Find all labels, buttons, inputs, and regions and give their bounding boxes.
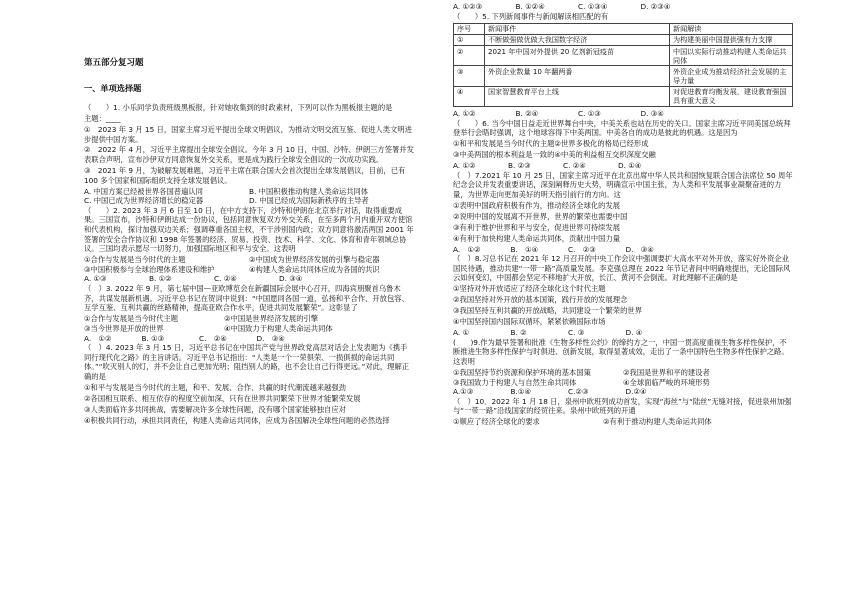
question-7 [453,171,793,254]
statement-2: ②我国坚持对外开放的基本国策，践行开放的发展理念 [453,295,628,305]
section-title: 一、单项选择题 [84,83,142,94]
statement-4: ④全球面临严峻的环境形势 [623,377,710,387]
choice-b: B. ②③ [508,161,531,171]
statement-row [84,314,364,324]
choice-a: A. ①② [453,161,476,171]
table-row [454,66,793,86]
statement-row [84,324,364,334]
question-stem: （ ）10．2022 年 1 月 18 日，泉州中欧班列成功首发，实现“海丝”与“陆丝”无缝对接，促进泉州加强与“一带一路”沿线国家的经贸往来。泉州中欧班列的开通 [453,396,792,416]
question-9 [453,338,793,397]
statement-3: ③中国积极参与全球治理体系建设和维护 [84,264,215,274]
option-b: B. 中国积极推动构建人类命运共同体 [249,186,369,196]
row-event: 不断做强做优做大我国数字经济 [485,34,670,45]
statement-3: ③我国坚持互利共赢的开放战略，共同建设一个繁荣的世界 [453,306,642,316]
left-column [84,58,414,427]
choice-a: A. ①② [84,333,112,343]
choice-b: B.①④ [510,387,531,397]
choice-row [453,109,703,119]
part-title: 第五部分复习题 [84,58,144,68]
question-2 [84,206,414,284]
option-a: A. 中国方案已经被世界各国普遍认同 [84,186,203,196]
row-event: 国家智慧教育平台上线 [485,86,670,106]
question-1 [84,103,414,206]
choice-d: D. ②③④ [640,2,671,11]
material-2: ② 2022 年 4 月，习近平主席提出全球安全倡议。今年 3 月 10 日，中国、沙特、伊朗三方签署并发表联合声明，宣布沙伊双方同意恢复外交关系，更是成为践行全球安全倡议的一次成功实践。 [84,145,414,165]
choice-b: B. ①③ [141,333,165,343]
statement-4: ④有利于加快构建人类命运共同体，贡献出中国力量 [453,233,621,243]
statement-1: ①坚持对外开放适应了经济全球化这个时代主题 [453,284,606,294]
choice-row [84,334,314,344]
table-row [454,34,793,45]
choice-d: D. ④ [625,328,643,338]
statement-row [84,265,414,275]
statement-2: ②中国是世界经济发展的引擎 [224,314,319,324]
question-4 [84,343,414,425]
question-6 [453,119,793,171]
question-stem: （ ）5. 下列新闻事件与新闻解读相匹配的有 [453,11,609,21]
statement-1: ①和平与发展是当今时代的主题，和平、发展、合作、共赢的时代潮流越来越强劲 [84,382,346,392]
choice-row [453,328,683,338]
choice-c: C. ②③ [568,244,596,254]
choice-d: D. ③④ [279,274,303,284]
statement-1: ①表明中国政府积极有作为，推动经济全球化的发展 [453,200,621,210]
row-no: ④ [454,86,485,106]
row-reading: 为构建美丽中国提供强有力支撑 [670,34,793,45]
statement-3: ③人类面临许多共同挑战，需要解决许多全球性问题，没有哪个国家能够独自应对 [84,404,346,414]
statement-3: ③有利于维护世界和平与安全，促进世界可持续发展 [453,222,621,232]
statement-3-4: ③中美两国的根本利益是一致的④中美的利益相互交织深度交融 [453,150,656,160]
statement-3: ③当今世界是开放的世界 [84,323,164,333]
question-10 [453,397,793,427]
row-event: 2021 年中国对外提供 20 亿剂新冠疫苗 [485,46,670,66]
row-reading: 中国以实际行动推动构建人类命运共同体 [670,46,793,66]
statement-2: ②说明中国的发展离不开世界，世界的繁荣也需要中国 [453,211,628,221]
option-d: D. 中国已经成为国际新秩序的主导者 [249,196,369,206]
question-8 [453,254,793,337]
row-no: ③ [454,66,485,86]
statement-2: ②有利于推动构建人类命运共同体 [603,417,712,427]
choice-row [453,387,683,397]
statement-1: ①顺应了经济全球化的要求 [453,417,540,427]
question-text: 9.作为最早签署和批准《生物多样性公约》的缔约方之一，中国一贯高度重视生物多样性保护，不断推进生物多样性保护与时俱进、创新发展，取得显著成效，走出了一条中国特色生物多样性保护之路。这表明 [453,337,789,366]
header-event: 新闻事件 [485,23,670,34]
statement-4: ④中国致力于构建人类命运共同体 [224,323,333,333]
question-3 [84,284,414,343]
material-1: ① 2023 年 3 月 15 日，国家主席习近平提出全球文明倡议，为推动文明交流互鉴、促进人类文明进步提供中国方案。 [84,124,412,144]
choice-d: D. ③④ [640,109,664,119]
row-no: ② [454,46,485,66]
statement-2: ②各国相互联系、相互依存的程度空前加深，只有在世界共同繁荣下世界才能繁荣发展 [84,393,361,403]
table-header-row [454,23,793,34]
table-row [454,86,793,106]
choice-b: B. ②④ [515,109,539,119]
choice-row [453,245,683,255]
question-stem: （ ）4. 2023 年 3 月 15 日，习近平总书记在中国共产党与世界政党高层对话会上发表题为《携手同行现代化之路》的主旨讲话。习近平总书记指出：“人类是一个一荣俱荣、一损俱损的命运共同体。”“吹灭别人的灯，并不会让自己更加光明；阻挡别人的路，也不会让自己行得更远。”对此，理解正确的是 [84,343,410,381]
statement-1: ①合作与发展是当今时代主题 [84,314,179,324]
statement-row [453,378,793,388]
statement-2: ②我国是世界和平的建设者 [623,367,710,377]
question-stem [453,338,793,367]
choice-d: D. ③④ [625,244,654,254]
header-no: 序号 [454,23,485,34]
statement-3: ③我国致力于构建人与自然生命共同体 [453,377,577,387]
q4-choice-row [453,2,703,12]
answer-bracket: ( ) [453,337,474,347]
row-no: ① [454,34,485,45]
choice-c: C. ①③ [578,109,601,119]
statement-2: ②中国成为世界经济发展的引擎与稳定器 [249,255,380,265]
statement-1: ①我国坚持节约资源和保护环境的基本国策 [453,367,591,377]
statement-4: ④积极共同行动，承担共同责任，构建人类命运共同体，应成为各国解决全球性问题的必然选择 [84,415,390,425]
choice-row [453,161,673,171]
choice-a: A. ①② [453,244,481,254]
choice-a: A. ①②③ [453,2,483,11]
option-row [84,196,414,206]
question-stem: （ ）3. 2022 年 9 月，第七届中国—亚欧博览会在新疆国际会展中心召开，四海宾朋聚首乌鲁木齐，共谋发展新机遇。习近平总书记在贺词中说到：“中国愿同各国一道，弘扬和平合作、开放包容、互学互鉴、互利共赢的丝路精神，提高亚欧合作水平，促进共同发展繁荣”。这彰显了 [84,284,409,313]
choice-c: C. ①③④ [578,2,608,11]
question-stem: （ ）8.习总书记在 2021 年 12 月召开的中央工作会议中强调要扩大高水平对外开放，落实好外资企业国民待遇，推动共建“一带一路”高质量发展。李克强总理在 2022 年节记者问中明确地提出，无论国际风云如何变幻，中国都会坚定不移地扩大开放，长江、黄河不会倒流。对此理解不正确的是 [453,254,791,283]
choice-d: D.②④ [625,387,647,397]
choice-a: A. ①③ [84,274,107,284]
choice-c: C. ②④ [214,274,237,284]
row-event: 外资企业数量 10 年翻两番 [485,66,670,86]
choice-a: A.①③ [453,387,474,397]
header-reading: 新闻解读 [670,23,793,34]
option-row [84,187,414,197]
news-table [453,23,793,108]
statement-row [453,417,753,427]
choice-d: D. ①④ [618,161,642,171]
statement-1: ①合作与发展是当今时代的主题 [84,255,186,265]
choice-c: C.②③ [568,387,589,397]
row-reading: 外资企业成为推动经济社会发展的主导力量 [670,66,793,86]
table-row [454,46,793,66]
statement-4: ④构建人类命运共同体应成为各国的共识 [249,264,380,274]
statement-row [84,255,414,265]
option-c: C. 中国已成为世界经济增长的稳定器 [84,196,204,206]
statement-4: ④中国坚持国内国际双循环，紧紧依赖国际市场 [453,317,606,327]
choice-b: B. ①④ [510,244,539,254]
row-reading: 对促进教育均衡发展，建设教育强国具有重大意义 [670,86,793,106]
choice-d: D. ③④ [256,333,285,343]
topic-blank: 主题：____ [84,113,121,123]
question-stem: （ ）7.2021 年 10 月 25 日，国家主席习近平在北京出席中华人民共和国恢复联合国合法席位 50 周年纪念会议并发表重要讲话，深刻阐释历史大势，明确宣示中国主张，为人类和平发展事业凝聚奋进的力量，为世界走向更加美好的明天指引前行的方向。这 [453,170,793,199]
question-stem: （ ）6. 当今中国日益走近世界舞台中央，中美关系也站在历史的关口。国家主席习近平同美国总统拜登举行会晤时强调，这个地球容得下中美两国。中美各自的成功是彼此的机遇。这是因为 [453,118,791,138]
choice-b: B. ①②④ [515,2,545,11]
question-5 [453,12,793,119]
choice-a: A. ① [453,328,470,338]
choice-b: B. ② [510,328,527,338]
right-column [453,2,793,427]
question-stem: （ ）2. 2023 年 3 月 6 日至 10 日，在中方支持下，沙特和伊朗在北京举行对话，取得重要成果。三国宣布，沙特和伊朗达成一份协议，包括同意恢复双方外交关系，在至多两个月内重开双方使馆和代表机构，探讨加强双边关系；强调尊重各国主权，不干涉别国内政；双方同意将激活两国 2001 年签署的安全合作协议和 1998 年签署的经济、贸易、投资、技术、科学、文化、体育和青年领域总协议。三国均表示愿尽一切努力，加强国际地区和平与安全。这表明 [84,205,414,254]
material-3: ③ 2021 年 9 月，为破解发展难题，习近平主席在联合国大会首次提出全球发展倡议，目前，已有 100 多个国家和国际组织支持全球发展倡议。 [84,165,406,185]
statement-row [453,368,793,378]
choice-c: C. ②④ [563,161,586,171]
choice-b: B. ①② [149,274,172,284]
choice-c: C. ③ [568,328,585,338]
statement-1-2: ①和平和发展是当今时代的主题②世界多极化的格局已经形成 [453,139,649,149]
question-stem: （ ）1. 小乐同学负责班级黑板报，针对她收集到的时政素材，下列可以作为黑板报主题的是 [84,103,393,113]
choice-c: C. ②④ [199,333,227,343]
choice-row [84,274,344,284]
choice-a: A. ①② [453,109,476,119]
